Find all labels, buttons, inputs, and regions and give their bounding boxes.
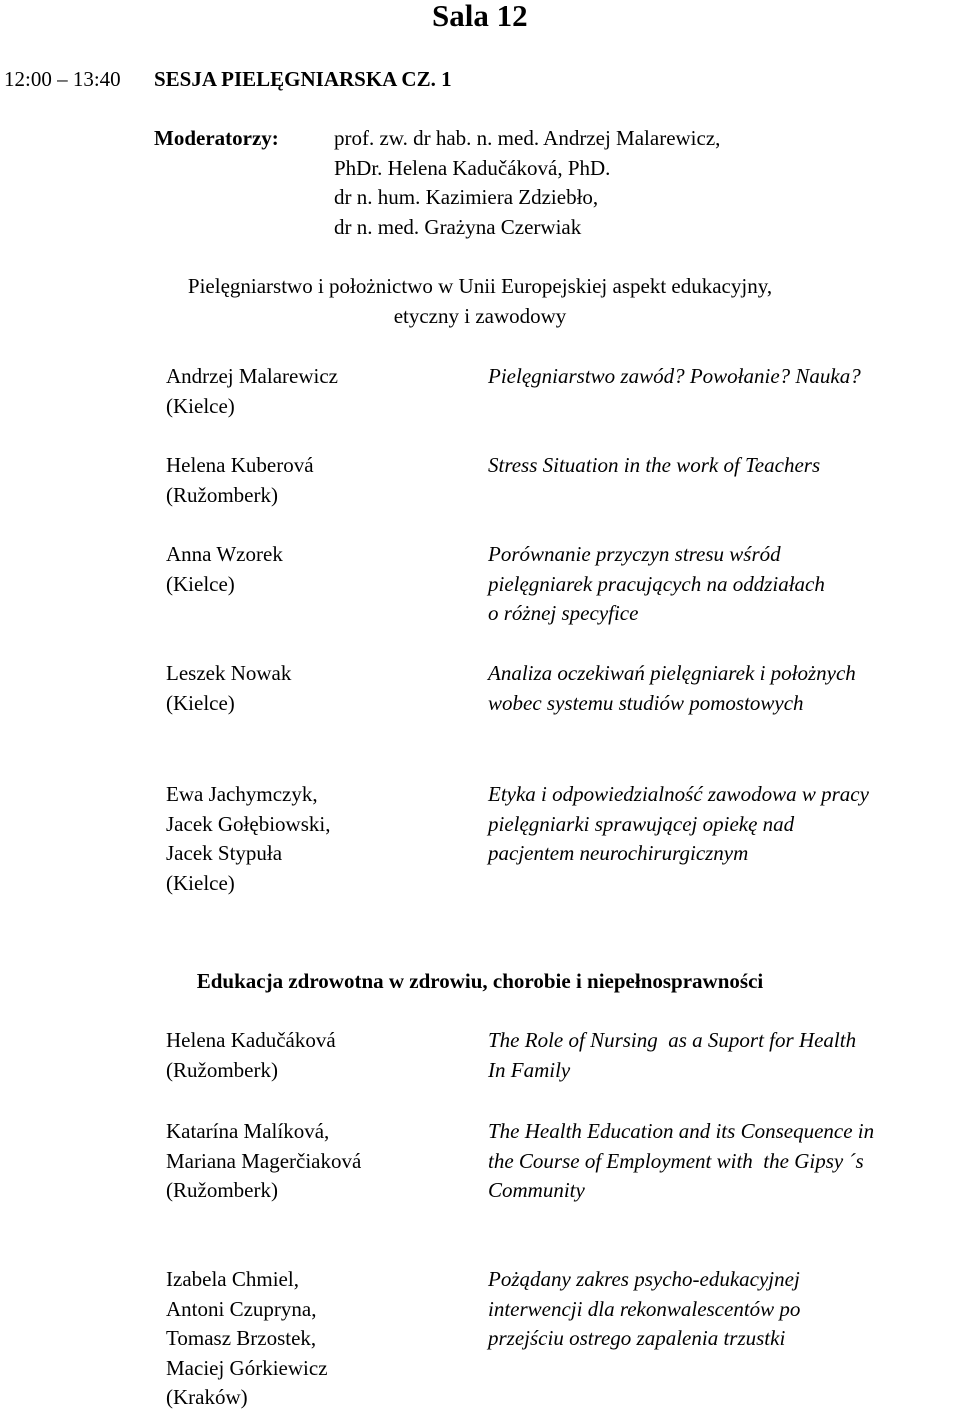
talk-title [488,659,856,718]
talk-title [488,362,861,392]
talk-title-line: Community [488,1178,585,1202]
talk-title [488,540,825,629]
talk-title-line: The Role of Nursing as a Suport for Health [488,1028,857,1052]
speaker-line: Andrzej Malarewicz [166,364,338,388]
speaker-line: Mariana Magerčiaková [166,1148,362,1173]
speaker-line: (Ružomberk) [166,482,278,507]
speaker-block [166,1117,361,1206]
talk-title [488,780,869,869]
section-title [0,272,960,331]
speaker-line: Tomasz Brzostek, [166,1326,317,1350]
speaker-line: (Ružomberk) [166,1178,278,1202]
moderator-name: PhDr. Helena Kadučáková, PhD. [334,155,611,180]
speaker-block [166,1026,336,1085]
speaker-line: Maciej Górkiewicz [166,1355,328,1380]
session-time: 12:00 – 13:40 [4,67,121,91]
moderator-name: dr n. hum. Kazimiera Zdziebło, [334,185,599,209]
section-title-line: Pielęgniarstwo i położnictwo w Unii Europejskiej aspekt edukacyjny, [187,274,773,298]
talk-title-line: Stress Situation in the work of Teachers [488,453,821,477]
moderator-name: prof. zw. dr hab. n. med. Andrzej Malarewicz, [334,126,721,150]
speaker-line: Antoni Czupryna, [166,1296,317,1321]
speaker-line: Izabela Chmiel, [166,1267,299,1291]
talk-title-line: Porównanie przyczyn stresu wśród [488,542,781,566]
section-title [0,967,960,997]
session-title: SESJA PIELĘGNIARSKA CZ. 1 [154,67,452,91]
talk-title-line: wobec systemu studiów pomostowych [488,690,804,715]
speaker-block [166,362,338,421]
speaker-line: Jacek Gołębiowski, [166,811,331,836]
talk-title-line: Analiza oczekiwań pielęgniarek i położnych [488,661,856,685]
speaker-line: Leszek Nowak [166,661,292,685]
talk-title [488,1117,874,1206]
speaker-line: (Ružomberk) [166,1057,278,1082]
speaker-line: Helena Kuberová [166,453,314,477]
talk-title [488,1265,800,1354]
talk-title-line: Etyka i odpowiedzialność zawodowa w pracy [488,782,869,806]
speaker-line: Ewa Jachymczyk, [166,782,318,806]
talk-title-line: pielęgniarek pracujących na oddziałach [488,571,825,596]
talk-title-line: In Family [488,1057,571,1082]
speaker-block [166,659,291,718]
talk-title [488,1026,856,1085]
speaker-line: (Kielce) [166,690,235,715]
speaker-line: (Kielce) [166,571,235,596]
talk-title-line: the Course of Employment with the Gipsy ´s [488,1148,864,1173]
talk-title-line: pacjentem neurochirurgicznym [488,841,749,865]
room-heading: Sala 12 [432,0,528,33]
speaker-line: Jacek Stypuła [166,841,283,865]
section-title-line: Edukacja zdrowotna w zdrowiu, chorobie i niepełnosprawności [196,969,764,993]
talk-title-line: przejściu ostrego zapalenia trzustki [488,1326,786,1350]
moderators-list [334,124,720,242]
speaker-line: Anna Wzorek [166,542,283,566]
talk-title-line: interwencji dla rekonwalescentów po [488,1296,801,1321]
speaker-line: (Kielce) [166,870,235,895]
talk-title [488,451,820,481]
talk-title-line: pielęgniarki sprawującej opiekę nad [488,811,795,836]
speaker-line: Katarína Malíková, [166,1119,330,1143]
speaker-line: (Kraków) [166,1385,248,1409]
speaker-block [166,540,283,599]
speaker-line: (Kielce) [166,393,235,418]
talk-title-line: The Health Education and its Consequence in [488,1119,875,1143]
speaker-block [166,451,314,510]
speaker-line: Helena Kadučáková [166,1028,336,1052]
moderators-label: Moderatorzy: [154,126,279,150]
speaker-block [166,1265,328,1413]
speaker-block [166,780,330,898]
section-title-line: etyczny i zawodowy [393,303,567,328]
talk-title-line: Pożądany zakres psycho-edukacyjnej [488,1267,800,1291]
talk-title-line: o różnej specyfice [488,601,639,625]
talk-title-line: Pielęgniarstwo zawód? Powołanie? Nauka? [488,364,861,388]
moderator-name: dr n. med. Grażyna Czerwiak [334,214,582,239]
